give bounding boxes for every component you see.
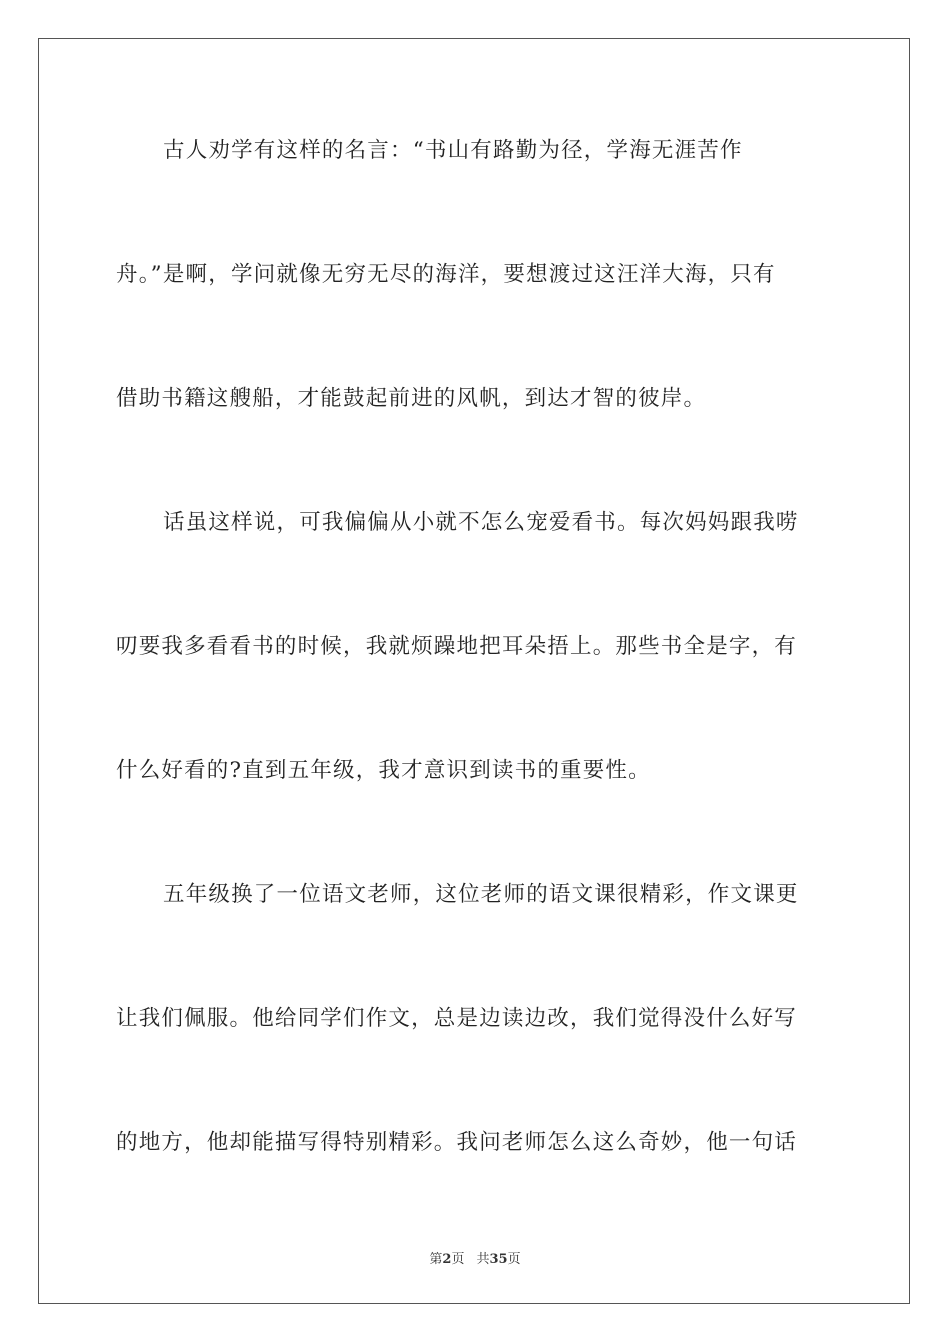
page-suffix: 页	[451, 1252, 465, 1267]
page-prefix: 第	[429, 1252, 443, 1267]
text-line-3: 借助书籍这艘船，才能鼓起前进的风帆，到达才智的彼岸。	[116, 386, 707, 411]
text-line-9: 的地方，他却能描写得特别精彩。我问老师怎么这么奇妙，他一句话	[116, 1130, 798, 1155]
text-line-6: 什么好看的?直到五年级，我才意识到读书的重要性。	[116, 758, 651, 783]
text-line-7: 五年级换了一位语文老师，这位老师的语文课很精彩，作文课更	[163, 882, 799, 907]
text-line-2: 舟。”是啊，学问就像无穷无尽的海洋，要想渡过这汪洋大海，只有	[116, 262, 776, 287]
page-border	[38, 38, 910, 1304]
text-line-1: 古人劝学有这样的名言：“书山有路勤为径，学海无涯苦作	[163, 138, 743, 163]
total-pages: 35	[489, 1252, 508, 1267]
text-line-4: 话虽这样说，可我偏偏从小就不怎么宠爱看书。每次妈妈跟我唠	[163, 510, 799, 535]
total-suffix: 页	[507, 1252, 521, 1267]
page-number: 2	[442, 1252, 452, 1267]
page-footer	[0, 1248, 950, 1267]
text-line-5: 叨要我多看看书的时候，我就烦躁地把耳朵捂上。那些书全是字，有	[116, 634, 798, 659]
total-prefix: 共	[476, 1252, 490, 1267]
text-line-8: 让我们佩服。他给同学们作文，总是边读边改，我们觉得没什么好写	[116, 1006, 798, 1031]
